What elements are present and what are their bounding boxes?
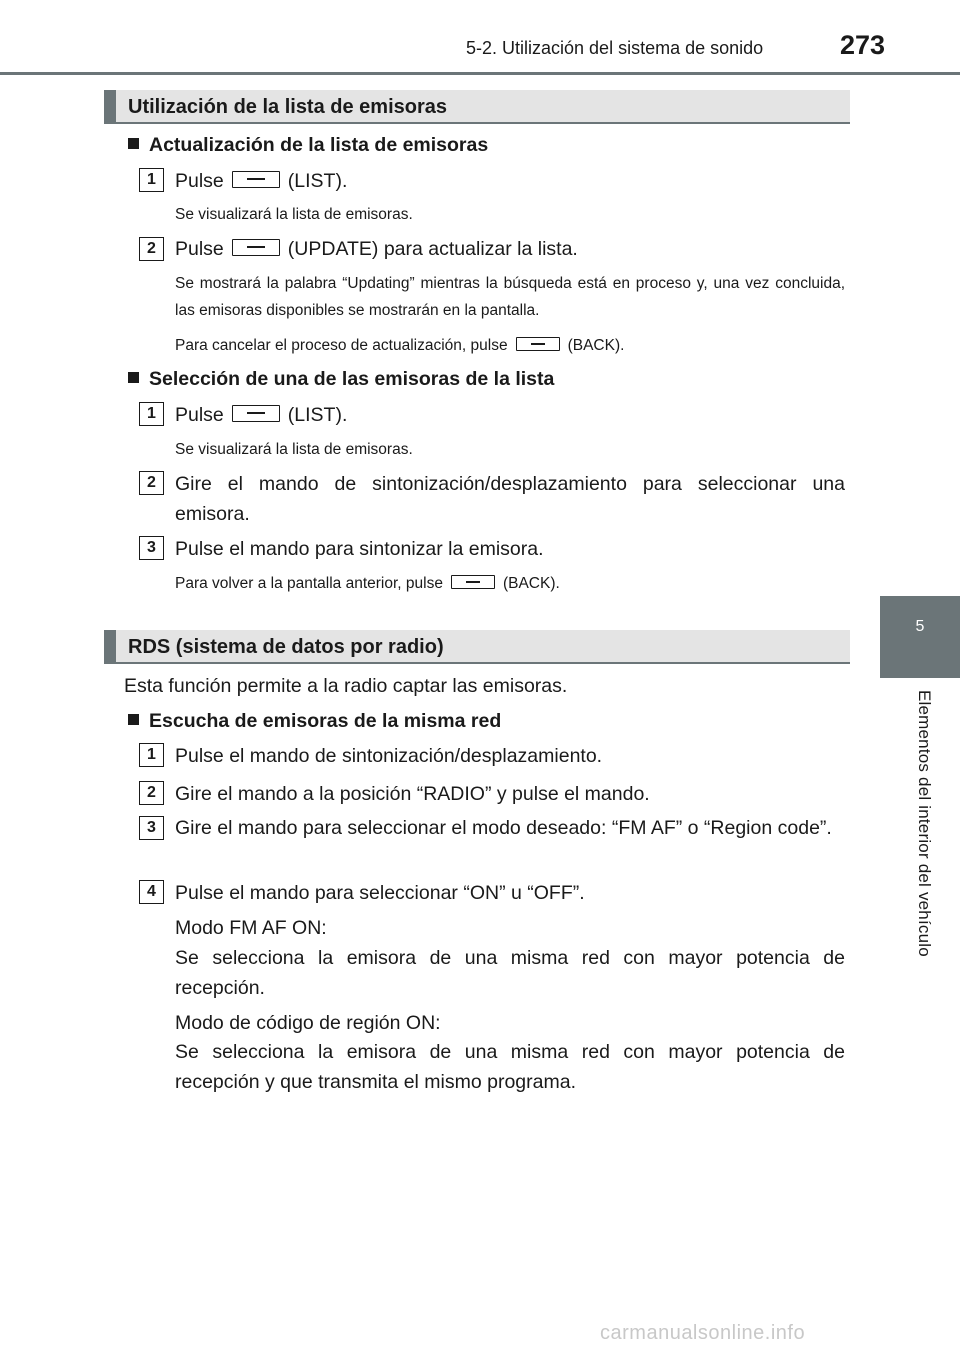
step-text: Pulse (LIST). <box>175 170 348 192</box>
subheading: Escucha de emisoras de la misma red <box>128 710 501 733</box>
back-button-icon <box>451 575 495 589</box>
update-button-icon <box>232 239 280 256</box>
step-text: Gire el mando para seleccionar el modo deseado: “FM AF” o “Region code”. <box>175 817 832 839</box>
step-text: Pulse el mando para seleccionar “ON” u “OFF”. <box>175 882 585 904</box>
step-number: 3 <box>139 536 164 560</box>
watermark: carmanualsonline.info <box>600 1322 806 1344</box>
mode-title: Modo FM AF ON: <box>175 917 327 939</box>
page-number: 273 <box>840 30 886 60</box>
header-section-title: 5-2. Utilización del sistema de sonido <box>466 38 764 58</box>
back-button-icon <box>516 337 560 351</box>
mode-description: Se selecciona la emisora de una misma red con mayor potencia de recepción y que transmita el mismo programa. <box>175 1041 845 1093</box>
step-number: 2 <box>139 471 164 495</box>
bullet-square-icon <box>128 138 139 149</box>
list-button-icon <box>232 171 280 188</box>
step-number: 4 <box>139 880 164 904</box>
mode-description: Se selecciona la emisora de una misma red con mayor potencia de recepción. <box>175 947 845 999</box>
step-text: Pulse (LIST). <box>175 404 348 426</box>
step-text: Pulse (UPDATE) para actualizar la lista. <box>175 238 578 260</box>
paragraph: Esta función permite a la radio captar las emisoras. <box>124 675 568 697</box>
subheading: Selección de una de las emisoras de la lista <box>128 368 554 391</box>
step-text: Pulse el mando para sintonizar la emisora. <box>175 538 544 560</box>
section-title: Utilización de la lista de emisoras <box>128 96 448 118</box>
chapter-number: 5 <box>915 618 925 635</box>
mode-title: Modo de código de región ON: <box>175 1012 441 1034</box>
step-number: 1 <box>139 168 164 192</box>
section-title: RDS (sistema de datos por radio) <box>128 636 444 658</box>
bullet-square-icon <box>128 714 139 725</box>
chapter-title: Elementos del interior del vehículo <box>915 690 934 957</box>
step-text: Pulse el mando de sintonización/desplazamiento. <box>175 745 603 767</box>
section-heading-bar <box>104 90 850 124</box>
step-number: 1 <box>139 743 164 767</box>
chapter-tab[interactable] <box>880 596 960 678</box>
list-button-icon <box>232 405 280 422</box>
step-number: 2 <box>139 237 164 261</box>
step-note: Para cancelar el proceso de actualización, pulse (BACK). <box>175 337 625 354</box>
subheading: Actualización de la lista de emisoras <box>128 134 488 157</box>
step-number: 1 <box>139 402 164 426</box>
step-note: Para volver a la pantalla anterior, pulse (BACK). <box>175 575 560 592</box>
step-number: 3 <box>139 816 164 840</box>
step-note: Se visualizará la lista de emisoras. <box>175 441 413 458</box>
step-text: Gire el mando a la posición “RADIO” y pulse el mando. <box>175 783 650 805</box>
section-heading-bar <box>104 630 850 664</box>
step-text: Gire el mando de sintonización/desplazamiento para seleccionar una emisora. <box>175 473 845 525</box>
step-note: Se mostrará la palabra “Updating” mientras la búsqueda está en proceso y, una vez concluida, las emisoras disponibles se mostrarán en la pantalla. <box>175 275 845 319</box>
header-divider <box>0 72 960 75</box>
step-number: 2 <box>139 781 164 805</box>
bullet-square-icon <box>128 372 139 383</box>
step-note: Se visualizará la lista de emisoras. <box>175 206 413 223</box>
